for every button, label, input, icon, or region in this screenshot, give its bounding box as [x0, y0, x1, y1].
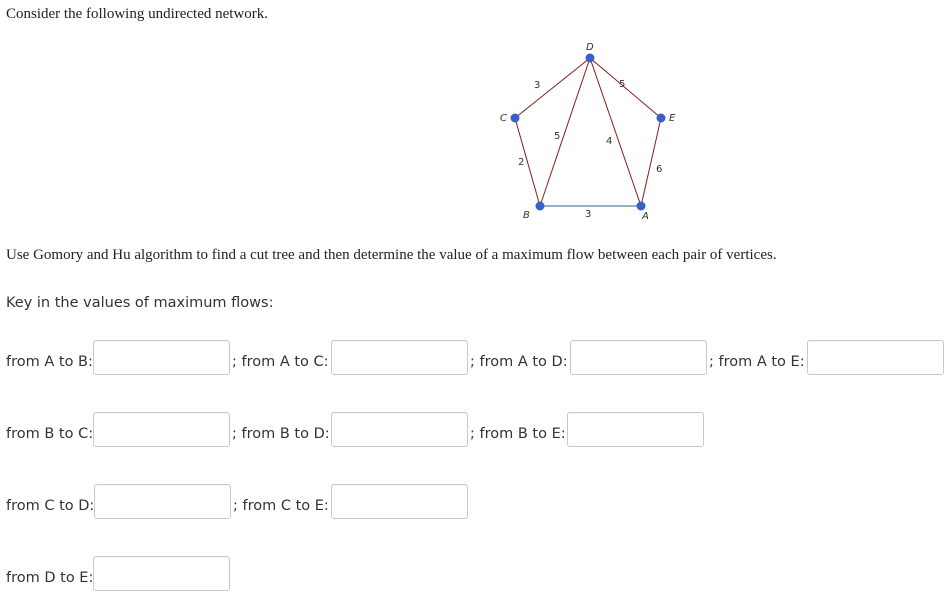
flow-a-to-d-input[interactable]	[570, 340, 707, 375]
label-c-to-d: from C to D:	[6, 498, 95, 514]
weight-d-a: 4	[606, 136, 613, 147]
label-d-to-e: from D to E:	[6, 570, 94, 586]
weight-e-a: 6	[656, 164, 663, 175]
flow-b-to-d-input[interactable]	[331, 412, 468, 447]
vertex-label-e: E	[669, 113, 676, 124]
flow-c-to-d-input[interactable]	[94, 484, 231, 519]
network-diagram	[490, 36, 690, 226]
label-a-to-d: ; from A to D:	[470, 354, 568, 370]
instruction-text: Use Gomory and Hu algorithm to find a cut tree and then determine the value of a maximum flow between each pair of vertices.	[6, 247, 777, 263]
label-b-to-c: from B to C:	[6, 426, 94, 442]
flow-a-to-c-input[interactable]	[331, 340, 468, 375]
weight-c-b: 2	[518, 157, 525, 168]
flow-b-to-c-input[interactable]	[93, 412, 230, 447]
label-c-to-e: ; from C to E:	[233, 498, 329, 514]
vertex-b	[536, 202, 545, 211]
weight-b-a: 3	[585, 209, 592, 220]
label-b-to-d: ; from B to D:	[232, 426, 330, 442]
flow-c-to-e-input[interactable]	[331, 484, 468, 519]
vertex-a	[637, 202, 646, 211]
flow-d-to-e-input[interactable]	[93, 556, 230, 591]
flow-a-to-e-input[interactable]	[807, 340, 944, 375]
key-prompt: Key in the values of maximum flows:	[6, 295, 274, 311]
edge-d-b	[540, 58, 590, 206]
flow-b-to-e-input[interactable]	[567, 412, 704, 447]
vertex-label-c: C	[500, 113, 507, 124]
label-b-to-e: ; from B to E:	[470, 426, 566, 442]
weight-d-e: 5	[619, 79, 626, 90]
weight-c-d: 3	[534, 80, 541, 91]
label-a-to-c: ; from A to C:	[232, 354, 329, 370]
edge-e-a	[641, 118, 661, 206]
vertex-label-d: D	[586, 42, 594, 53]
label-a-to-e: ; from A to E:	[709, 354, 805, 370]
weight-d-b: 5	[554, 131, 561, 142]
flow-a-to-b-input[interactable]	[93, 340, 230, 375]
vertex-c	[511, 114, 520, 123]
label-a-to-b: from A to B:	[6, 354, 93, 370]
vertex-d	[586, 54, 595, 63]
vertex-label-a: A	[642, 211, 649, 222]
edge-c-d	[515, 58, 590, 118]
vertex-label-b: B	[523, 210, 530, 221]
vertex-e	[657, 114, 666, 123]
intro-text: Consider the following undirected network.	[6, 6, 269, 22]
